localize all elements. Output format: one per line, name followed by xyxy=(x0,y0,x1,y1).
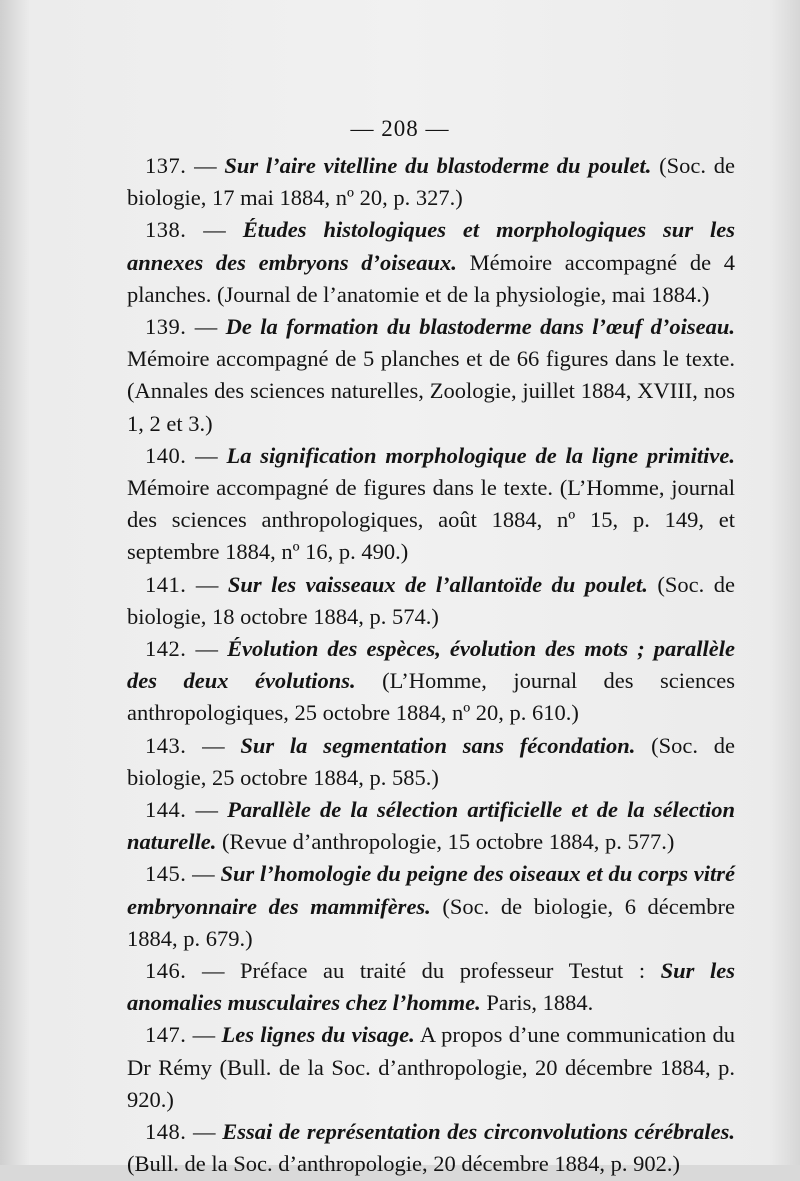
entry-dash: — xyxy=(186,732,241,758)
entry-title: Sur les anomalies musculaires chez l’homme. xyxy=(127,958,735,1016)
entry-dash: — xyxy=(186,314,226,340)
entry-dash: — xyxy=(186,797,228,823)
entry-details: Mémoire accompagné de 4 planches. (Journal de l’anatomie et de la physiologie, mai 1884.) xyxy=(127,249,735,307)
entry-number: 142. xyxy=(145,636,187,662)
bibliography-entry-141 xyxy=(127,569,735,633)
entry-title: Sur la segmentation sans fécondation. xyxy=(240,732,636,758)
entry-number: 145. xyxy=(145,861,187,887)
entry-details: (Soc. de biologie, 6 décembre 1884, p. 679.) xyxy=(127,893,735,951)
entry-title: Essai de représentation des circonvolutions cérébrales. xyxy=(222,1119,735,1145)
entry-dash: — xyxy=(186,571,228,597)
bibliography-entry-137 xyxy=(127,150,735,214)
entry-details: (Revue d’anthropologie, 15 octobre 1884, p. 577.) xyxy=(216,829,675,855)
entry-details: Paris, 1884. xyxy=(480,990,594,1016)
entry-dash: — xyxy=(186,217,243,243)
entry-details: Mémoire accompagné de 5 planches et de 66 figures dans le texte. (Annales des sciences naturelles, Zoologie, juillet 1884, XVIII, nos 1, 2 et 3.) xyxy=(127,346,735,436)
entry-number: 137. xyxy=(145,153,187,178)
bibliography-entry-148 xyxy=(127,1116,735,1180)
entry-title: Sur l’aire vitelline du blastoderme du poulet. xyxy=(224,153,652,178)
entry-details: A propos d’une communication du Dr Rémy (Bull. de la Soc. d’anthropologie, 20 décembre 1884, p. 920.) xyxy=(127,1022,735,1112)
entry-number: 140. xyxy=(145,442,187,468)
entry-title: Sur l’homologie du peigne des oiseaux et du corps vitré embryonnaire des mammifères. xyxy=(127,861,736,919)
bibliography-entry-140 xyxy=(127,440,735,569)
entry-number: 139. xyxy=(145,314,187,340)
entry-title: Études histologiques et morphologiques sur les annexes des embryons d’oiseaux. xyxy=(127,217,735,275)
bibliography-entry-144 xyxy=(127,794,735,858)
entry-dash: — xyxy=(186,636,228,662)
bibliography-entry-138 xyxy=(127,214,735,311)
bibliography-entry-143 xyxy=(127,730,735,794)
entry-details: (Soc. de biologie, 18 octobre 1884, p. 574.) xyxy=(127,571,736,629)
entry-number: 141. xyxy=(145,571,187,597)
bibliography-entry-146 xyxy=(127,955,735,1019)
entry-details: (Bull. de la Soc. d’anthropologie, 20 décembre 1884, p. 902.) xyxy=(127,1151,680,1177)
entry-dash: — xyxy=(186,153,225,178)
entry-dash: — xyxy=(186,861,221,887)
bibliography-entry-142 xyxy=(127,633,735,730)
page-number: — 208 — xyxy=(350,116,450,141)
entry-title: La signification morphologique de la ligne primitive. xyxy=(226,442,735,468)
entry-dash: — xyxy=(186,958,241,984)
entry-details: (Soc. de biologie, 25 octobre 1884, p. 585.) xyxy=(127,732,735,790)
bibliography-entry-147 xyxy=(127,1019,735,1116)
entry-title: Sur les vaisseaux de l’allantoïde du poulet. xyxy=(227,571,648,597)
entry-number: 143. xyxy=(145,732,187,758)
entry-details: (Soc. de biologie, 17 mai 1884, nº 20, p. 327.) xyxy=(127,153,735,211)
entry-number: 146. xyxy=(145,958,187,984)
entry-number: 144. xyxy=(145,797,187,823)
entry-title: Parallèle de la sélection artificielle et de la sélection naturelle. xyxy=(127,797,735,855)
bibliography-entry-145 xyxy=(127,858,735,955)
entry-dash: — xyxy=(186,1119,223,1145)
bibliography-entry-139 xyxy=(127,311,735,440)
entry-details: (L’Homme, journal des sciences anthropologiques, 25 octobre 1884, nº 20, p. 610.) xyxy=(127,668,735,726)
entry-number: 147. xyxy=(145,1022,187,1048)
entry-title: Évolution des espèces, évolution des mots ; parallèle des deux évolutions. xyxy=(127,636,736,694)
entry-dash: — xyxy=(186,1022,222,1048)
entry-dash: — xyxy=(186,442,227,468)
entry-title: Les lignes du visage. xyxy=(221,1022,415,1048)
entry-title: De la formation du blastoderme dans l’œuf d’oiseau. xyxy=(225,314,736,340)
entry-number: 148. xyxy=(145,1119,187,1145)
entry-number: 138. xyxy=(145,217,187,243)
bibliography-list xyxy=(127,150,735,1181)
entry-details: Mémoire accompagné de figures dans le texte. (L’Homme, journal des sciences anthropologiques, août 1884, nº 15, p. 149, et septembre 1884, nº 16, p. 490.) xyxy=(127,475,735,565)
entry-preface: Préface au traité du professeur Testut : xyxy=(240,958,661,984)
